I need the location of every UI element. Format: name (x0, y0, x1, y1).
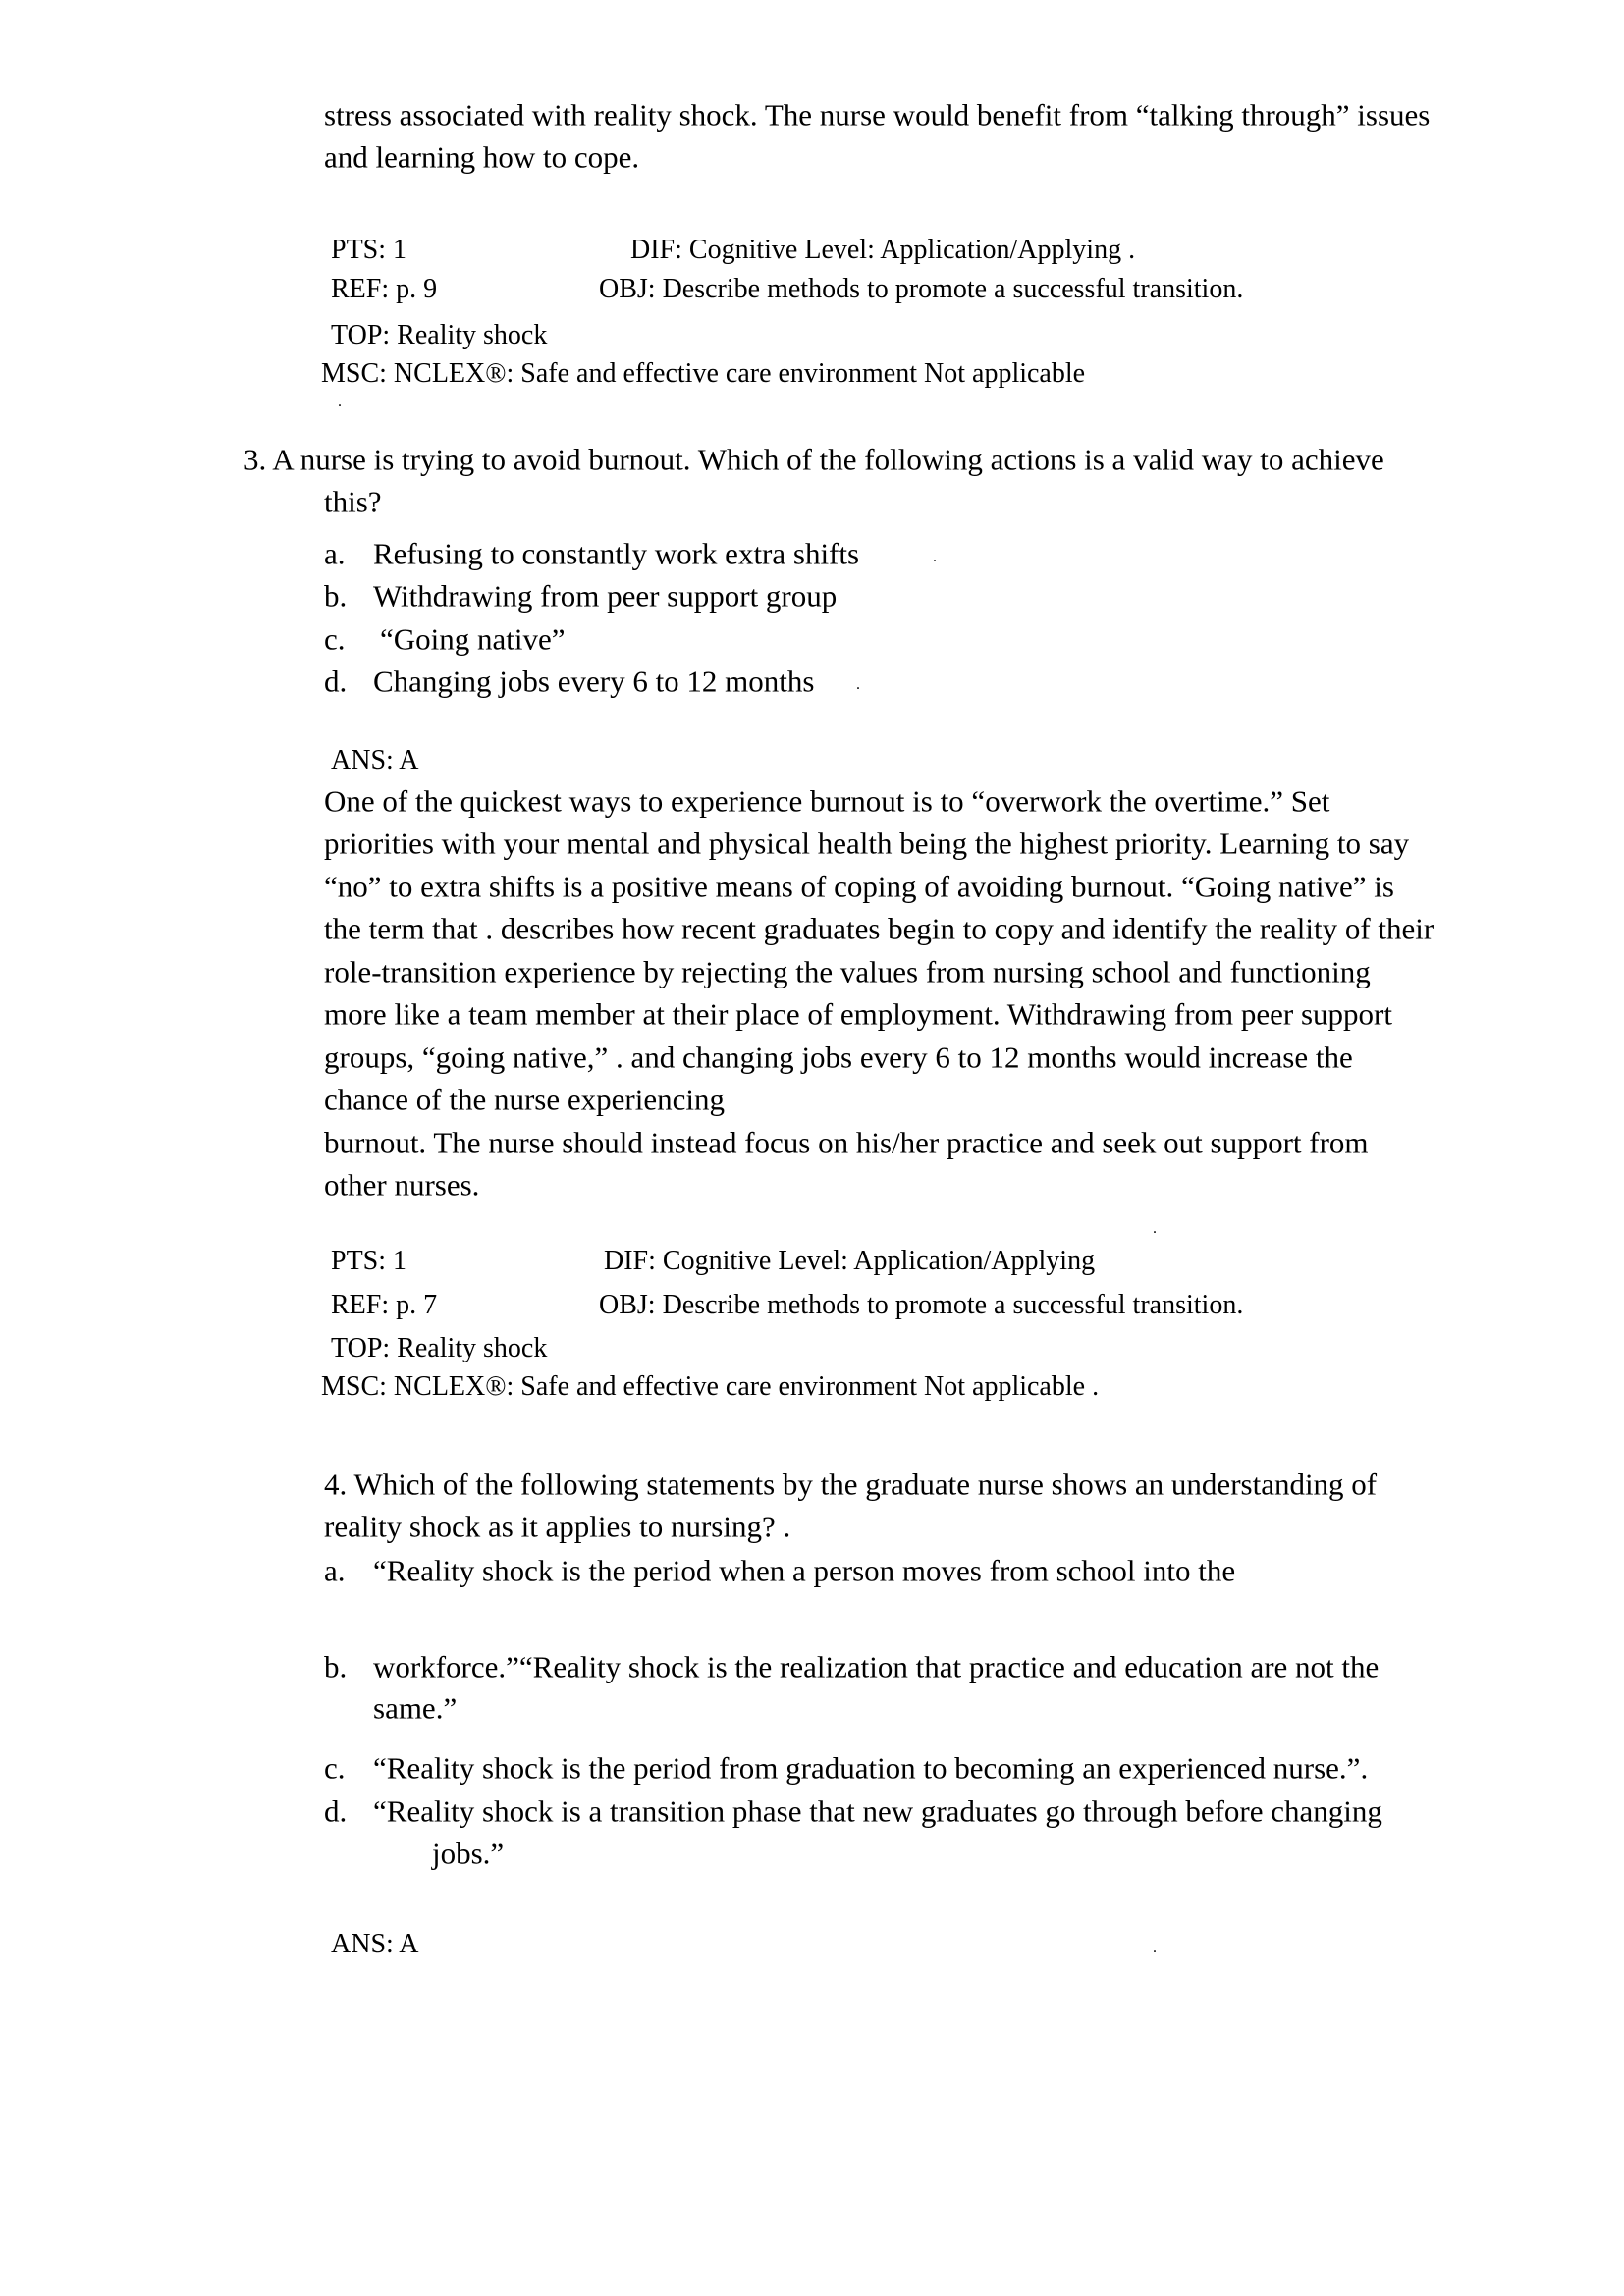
option-a: “Reality shock is the period when a person moves from school into the (373, 1553, 1236, 1588)
option-letter: c. (324, 621, 346, 657)
msc: MSC: NCLEX®: Safe and effective care environment Not applicable (321, 358, 1086, 389)
rationale-line: role-transition experience by rejecting the values from nursing school and functioning (324, 954, 1371, 989)
option-c: “Going native” (380, 621, 566, 657)
option-c: “Reality shock is the period from graduation to becoming an experienced nurse.”. (373, 1750, 1369, 1786)
reference: REF: p. 7 (331, 1290, 438, 1320)
option-letter: b. (324, 578, 348, 614)
option-letter: c. (324, 1750, 346, 1786)
stray-dot: . (1153, 1220, 1157, 1237)
topic: TOP: Reality shock (331, 320, 548, 350)
stray-dot: . (933, 549, 937, 565)
question-4-stem: 4. Which of the following statements by the graduate nurse shows an understanding of (324, 1467, 1378, 1502)
rationale-line: more like a team member at their place of employment. Withdrawing from peer support (324, 996, 1392, 1032)
option-letter: b. (324, 1649, 348, 1684)
option-b: same.” (373, 1690, 458, 1726)
option-letter: a. (324, 536, 346, 571)
answer: ANS: A (331, 745, 419, 775)
rationale-line: the term that . describes how recent graduates begin to copy and identify the reality of their (324, 911, 1435, 946)
msc: MSC: NCLEX®: Safe and effective care environment Not applicable . (321, 1371, 1100, 1402)
stray-dot: . (1153, 1940, 1157, 1956)
option-b: workforce.”“Reality shock is the realization that practice and education are not the (373, 1649, 1380, 1684)
answer: ANS: A (331, 1929, 419, 1959)
option-letter: a. (324, 1553, 346, 1588)
stray-dot: . (338, 394, 342, 410)
intro-line: stress associated with reality shock. The nurse would benefit from “talking through” issues (324, 97, 1431, 133)
question-4-stem: reality shock as it applies to nursing? . (324, 1509, 791, 1544)
objective: OBJ: Describe methods to promote a successful transition. (599, 1290, 1244, 1320)
intro-line: and learning how to cope. (324, 139, 640, 175)
rationale-line: One of the quickest ways to experience burnout is to “overwork the overtime.” Set (324, 783, 1330, 819)
option-d: Changing jobs every 6 to 12 months (373, 664, 815, 699)
option-d: jobs.” (432, 1836, 505, 1871)
option-a: Refusing to constantly work extra shifts (373, 536, 860, 571)
option-letter: d. (324, 1793, 348, 1829)
stray-dot: . (856, 676, 860, 693)
topic: TOP: Reality shock (331, 1333, 548, 1363)
rationale-line: priorities with your mental and physical health being the highest priority. Learning to say (324, 826, 1410, 861)
rationale-line: “no” to extra shifts is a positive means of coping of avoiding burnout. “Going native” is (324, 869, 1394, 904)
objective: OBJ: Describe methods to promote a successful transition. (599, 274, 1244, 304)
rationale-line: other nurses. (324, 1167, 480, 1202)
question-3-stem: this? (324, 484, 382, 519)
reference: REF: p. 9 (331, 274, 438, 304)
rationale-line: burnout. The nurse should instead focus on his/her practice and seek out support from (324, 1125, 1369, 1160)
option-d: “Reality shock is a transition phase that new graduates go through before changing (373, 1793, 1382, 1829)
rationale-line: groups, “going native,” . and changing jobs every 6 to 12 months would increase the (324, 1040, 1353, 1075)
difficulty: DIF: Cognitive Level: Application/Applying (604, 1246, 1096, 1276)
rationale-line: chance of the nurse experiencing (324, 1082, 725, 1117)
option-letter: d. (324, 664, 348, 699)
difficulty: DIF: Cognitive Level: Application/Applying . (630, 235, 1136, 265)
question-3-stem: 3. A nurse is trying to avoid burnout. Which of the following actions is a valid way to achieve (244, 442, 1384, 477)
points: PTS: 1 (331, 1246, 407, 1276)
option-b: Withdrawing from peer support group (373, 578, 838, 614)
points: PTS: 1 (331, 235, 407, 265)
